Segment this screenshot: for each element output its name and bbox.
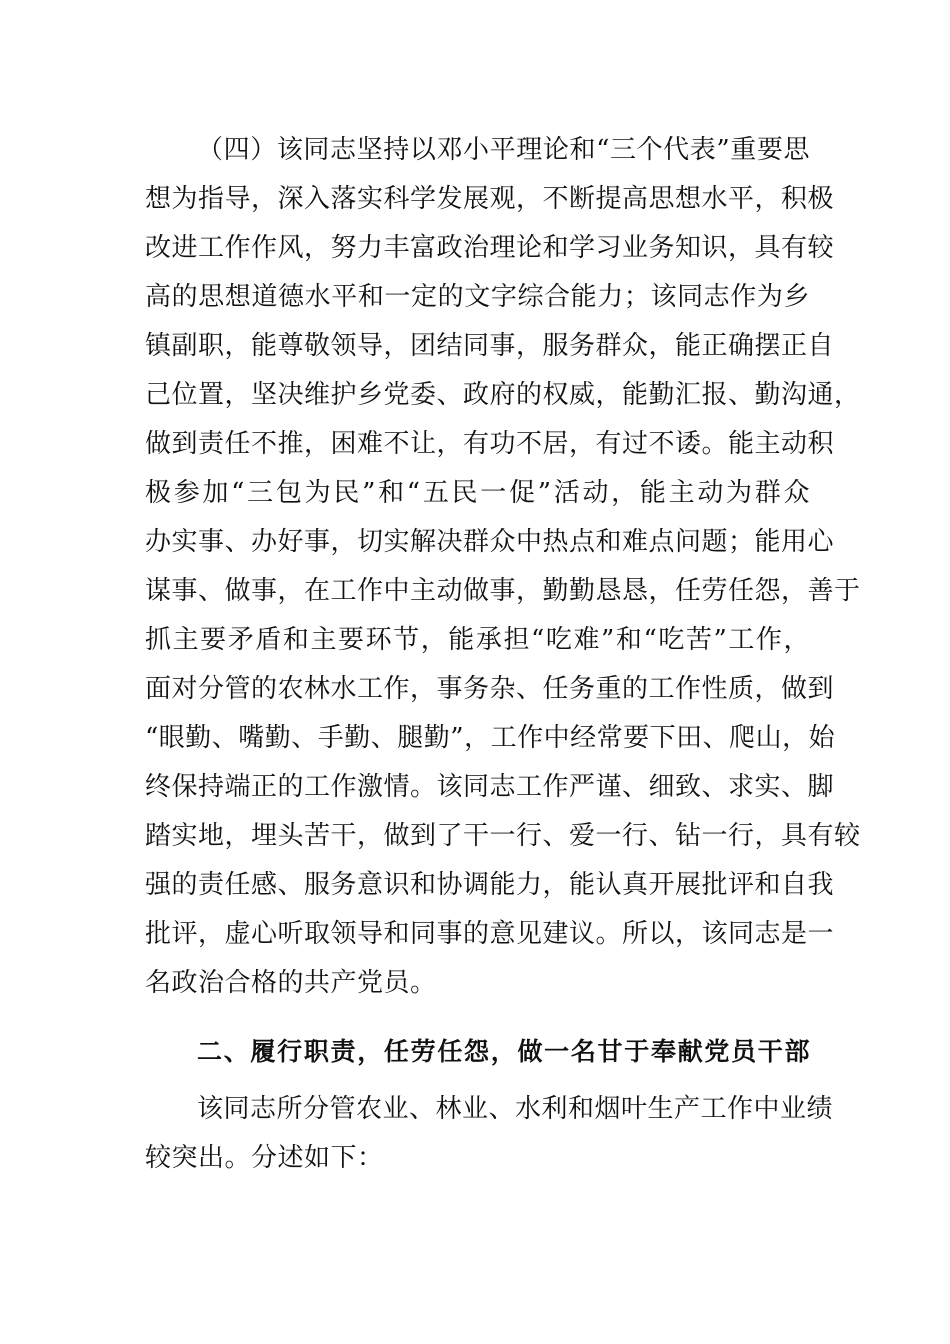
paragraph-line: 极参加“三包为民”和“五民一促”活动，能主动为群众 [145, 478, 810, 508]
paragraph-line: 己位置，坚决维护乡党委、政府的权威，能勤汇报、勤沟通， [145, 380, 861, 410]
paragraph-line: 办实事、办好事，切实解决群众中热点和难点问题；能用心 [145, 527, 835, 557]
paragraph-line: 该同志所分管农业、林业、水利和烟叶生产工作中业绩 [197, 1094, 834, 1124]
paragraph-line: 做到责任不推，困难不让，有功不居，有过不诿。能主动积 [145, 429, 835, 459]
paragraph-line: “眼勤、嘴勤、手勤、腿勤”，工作中经常要下田、爬山，始 [145, 723, 836, 753]
paragraph-line: 抓主要矛盾和主要环节，能承担“吃难”和“吃苦”工作， [145, 625, 810, 655]
paragraph-line: 谋事、做事，在工作中主动做事，勤勤恳恳，任劳任怨，善于 [145, 576, 861, 606]
paragraph-line: 镇副职，能尊敬领导，团结同事，服务群众，能正确摆正自 [145, 331, 835, 361]
paragraph-line: 名政治合格的共产党员。 [145, 968, 437, 998]
section-heading: 二、履行职责，任劳任怨，做一名甘于奉献党员干部 [197, 1037, 810, 1066]
paragraph-line: 批评，虚心听取领导和同事的意见建议。所以，该同志是一 [145, 919, 835, 949]
paragraph-line: 终保持端正的工作激情。该同志工作严谨、细致、求实、脚 [145, 772, 835, 802]
paragraph-line: 想为指导，深入落实科学发展观，不断提高思想水平，积极 [145, 184, 835, 214]
paragraph-line: 较突出。分述如下： [145, 1143, 384, 1173]
paragraph-line: 高的思想道德水平和一定的文字综合能力；该同志作为乡 [145, 282, 810, 312]
paragraph-line: 改进工作作风，努力丰富政治理论和学习业务知识，具有较 [145, 233, 835, 263]
paragraph-line: 踏实地，埋头苦干，做到了干一行、爱一行、钻一行，具有较 [145, 821, 861, 851]
paragraph-line: 强的责任感、服务意识和协调能力，能认真开展批评和自我 [145, 870, 835, 900]
paragraph-line: （四）该同志坚持以邓小平理论和“三个代表”重要思 [197, 135, 810, 165]
paragraph-line: 面对分管的农林水工作，事务杂、任务重的工作性质，做到 [145, 674, 835, 704]
